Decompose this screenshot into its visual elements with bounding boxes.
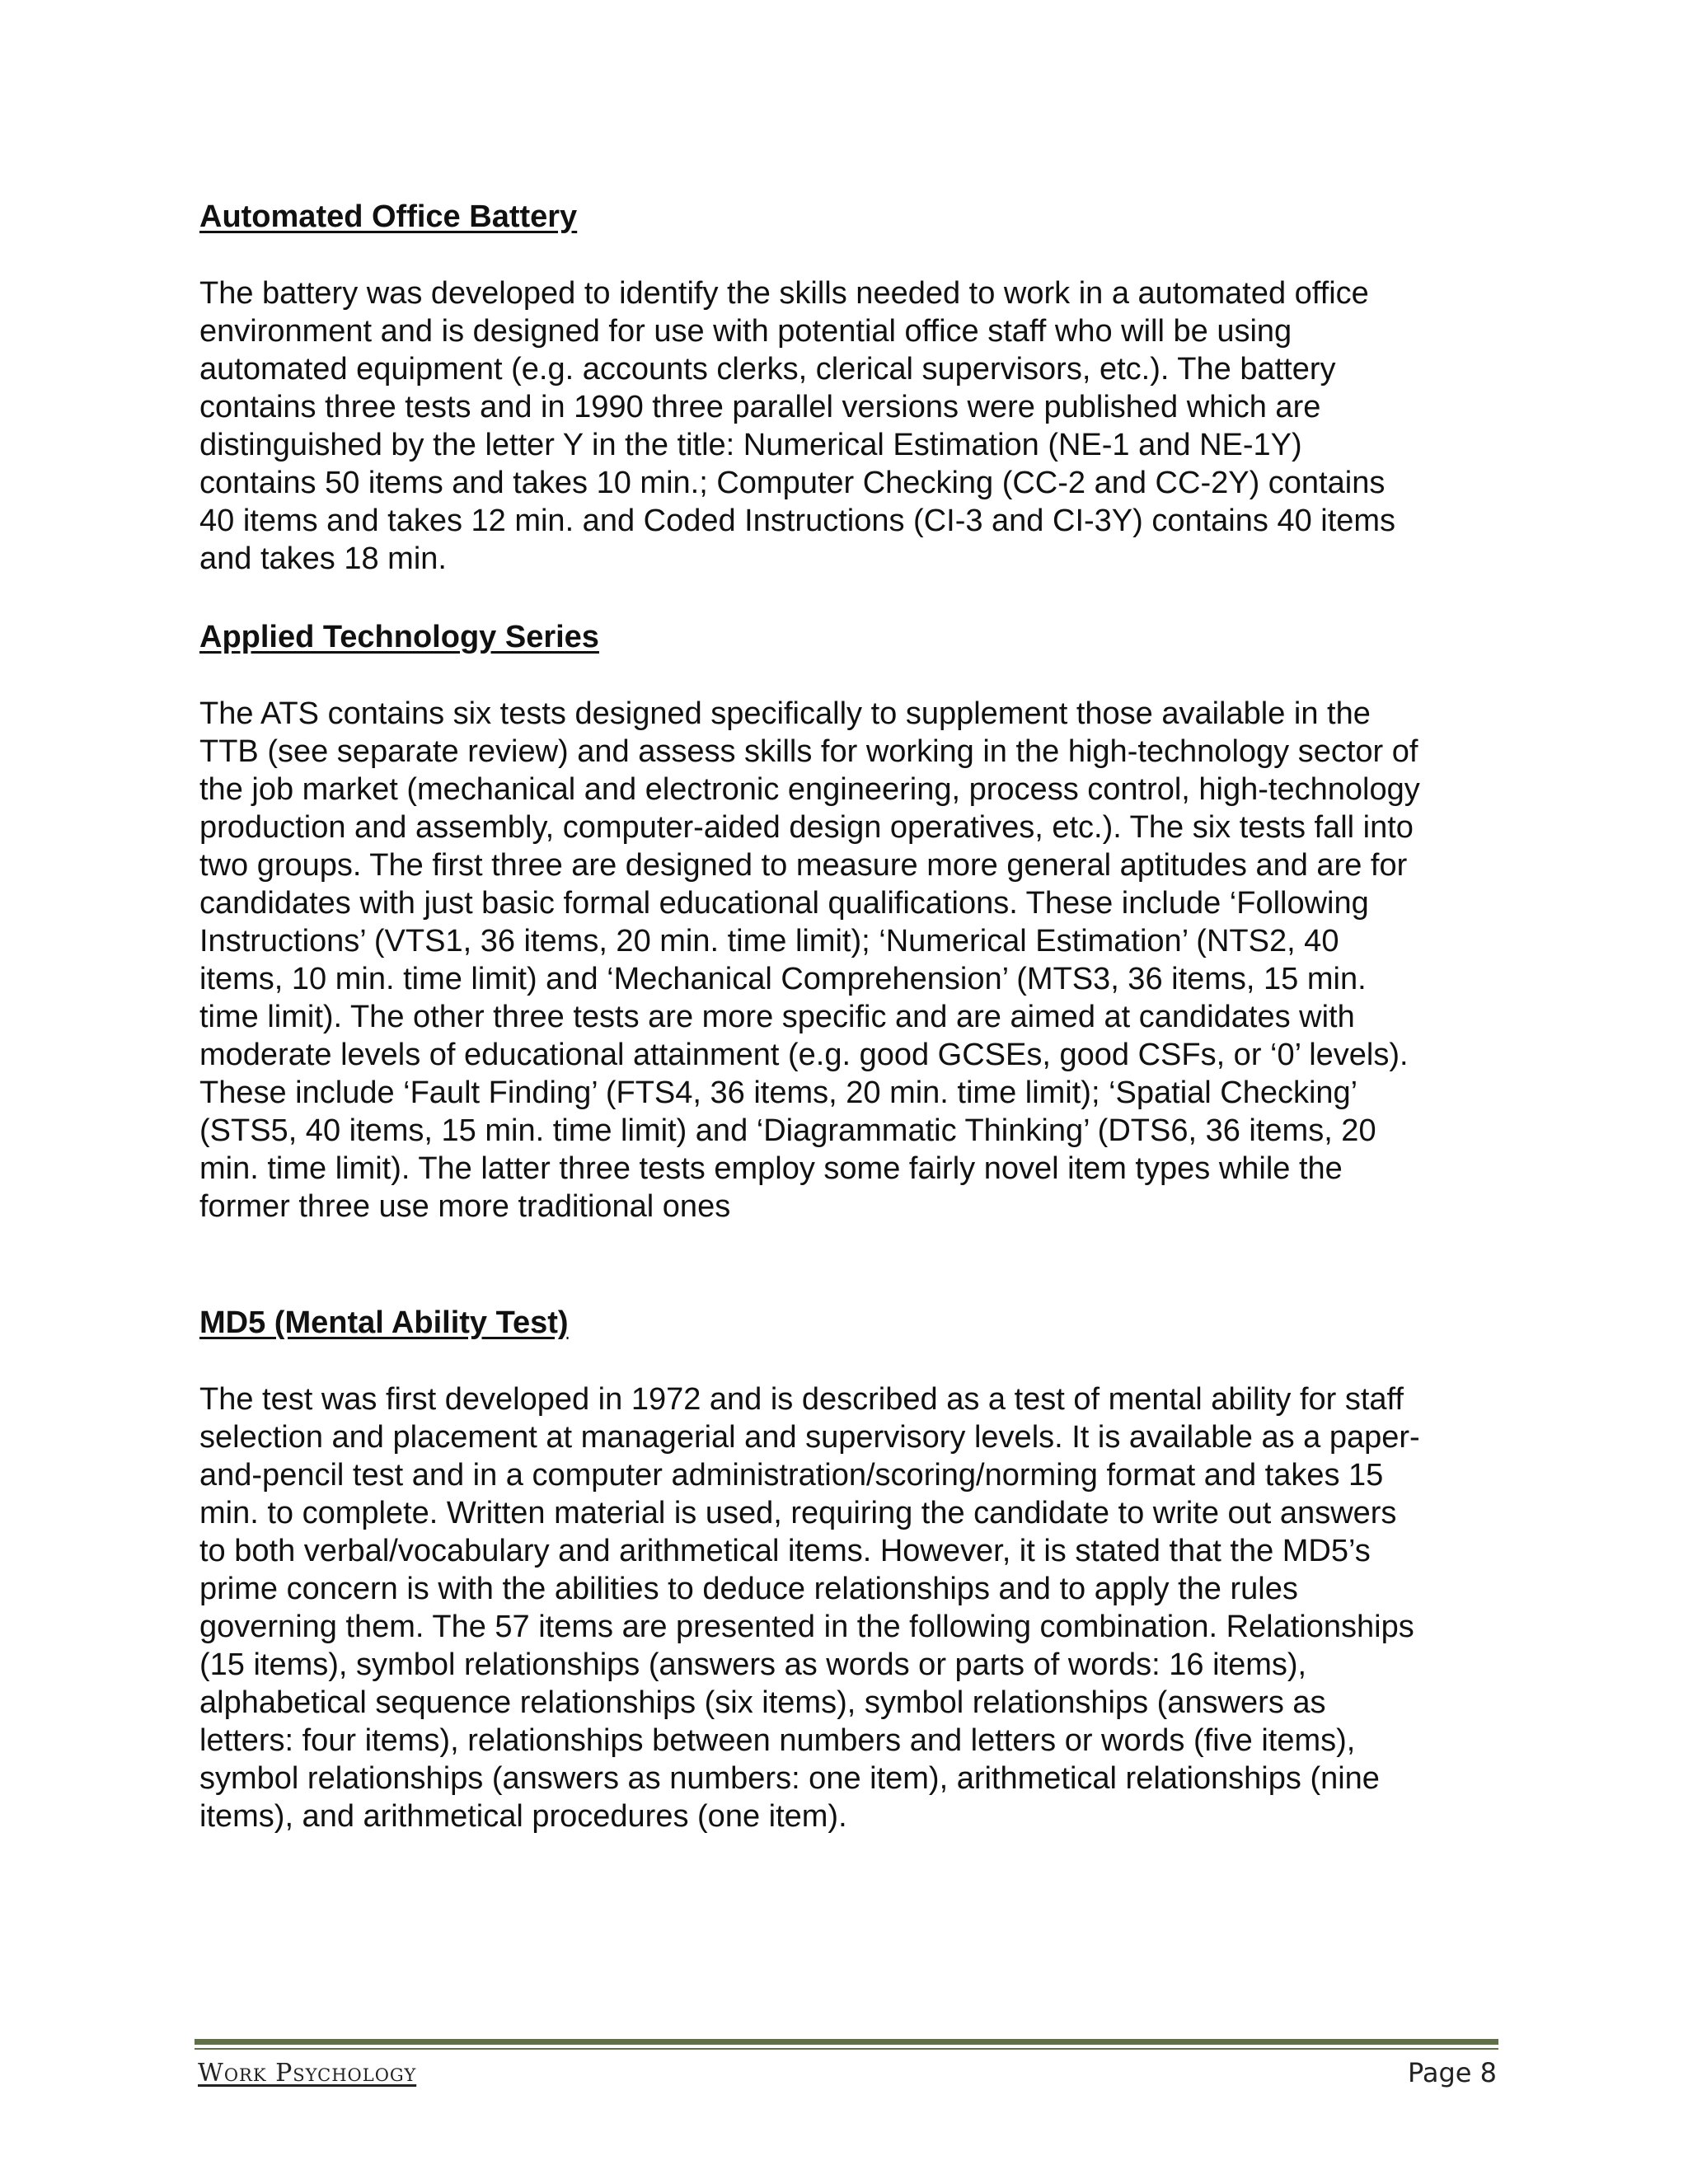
section-heading-md5-mental-ability-test: MD5 (Mental Ability Test)	[199, 1305, 569, 1340]
section-heading-applied-technology-series: Applied Technology Series	[199, 620, 599, 654]
section-heading-automated-office-battery: Automated Office Battery	[199, 199, 578, 234]
section-body-applied-technology-series: The ATS contains six tests designed specifically to supplement those available in the TTB (see separate review) and assess skills for working in the high-technology sector of the job market (mechanical and electronic engineering, process control, high-technology production and assembly, computer-aided design operatives, etc.). The six tests fall into two groups. The first three are designed to measure more general aptitudes and are for candidates with just basic formal educational qualifications. These include ‘Following Instructions’ (VTS1, 36 items, 20 min. time limit); ‘Numerical Estimation’ (NTS2, 40 items, 10 min. time limit) and ‘Mechanical Comprehension’ (MTS3, 36 items, 15 min. time limit). The other three tests are more specific and are aimed at candidates with moderate levels of educational attainment (e.g. good GCSEs, good CSFs, or ‘0’ levels). These include ‘Fault Finding’ (FTS4, 36 items, 20 min. time limit); ‘Spatial Checking’ (STS5, 40 items, 15 min. time limit) and ‘Diagrammatic Thinking’ (DTS6, 36 items, 20 min. time limit). The latter three tests employ some fairly novel item types while the former three use more traditional ones	[199, 696, 1420, 1224]
section-body-md5-mental-ability-test: The test was first developed in 1972 and is described as a test of mental ability for staff selection and placement at managerial and supervisory levels. It is available as a paper- and-pencil test and in a computer administration/scoring/norming format and takes 15 min. to complete. Written material is used, requiring the candidate to write out answers to both verbal/vocabulary and arithmetical items. However, it is stated that the MD5’s prime concern is with the abilities to deduce relationships and to apply the rules governing them. The 57 items are presented in the following combination. Relationships (15 items), symbol relationships (answers as words or parts of words: 16 items), alphabetical sequence relationships (six items), symbol relationships (answers as letters: four items), relationships between numbers and letters or words (five items), symbol relationships (answers as numbers: one item), arithmetical relationships (nine items), and arithmetical procedures (one item).	[199, 1382, 1420, 1834]
footer-page-number: Page 8	[1408, 2057, 1497, 2088]
footer-rule-thick	[195, 2039, 1498, 2045]
footer-document-title: Work Psychology	[198, 2059, 417, 2088]
section-body-automated-office-battery: The battery was developed to identify the skills needed to work in a automated office environment and is designed for use with potential office staff who will be using automated equipment (e.g. accounts clerks, clerical supervisors, etc.). The battery contains three tests and in 1990 three parallel versions were published which are distinguished by the letter Y in the title: Numerical Estimation (NE-1 and NE-1Y) contains 50 items and takes 10 min.; Computer Checking (CC-2 and CC-2Y) contains 40 items and takes 12 min. and Coded Instructions (CI-3 and CI-3Y) contains 40 items and takes 18 min.	[199, 276, 1396, 576]
footer-rule-thin	[195, 2048, 1498, 2050]
